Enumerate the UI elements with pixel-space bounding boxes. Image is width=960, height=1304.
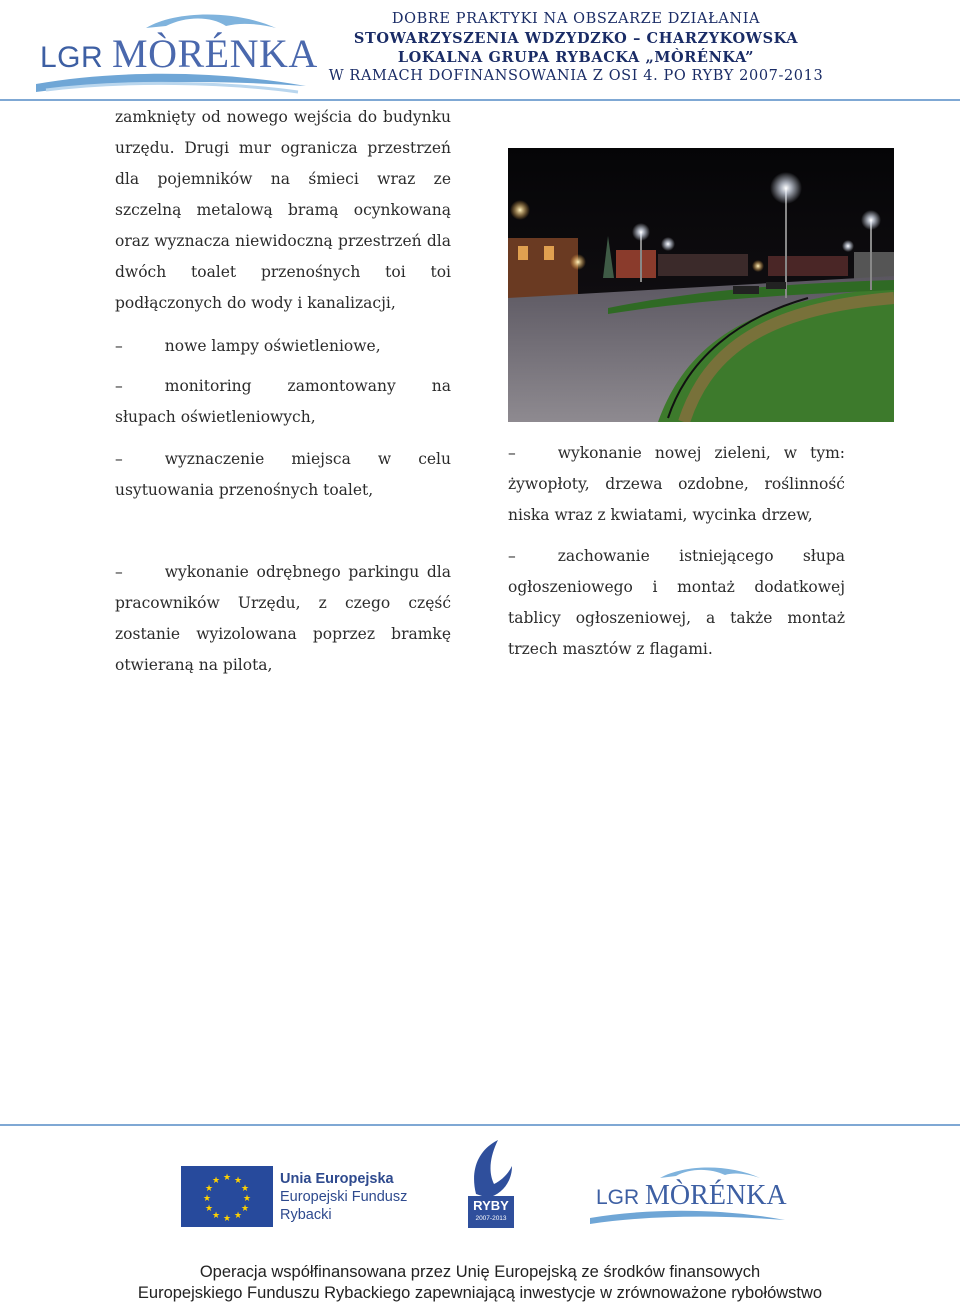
- eu-fund-label: [280, 1170, 407, 1224]
- footer-logo-prefix: LGR: [596, 1186, 640, 1209]
- ryby-logo: [468, 1140, 514, 1228]
- list-item-text: wyznaczenie miejsca w celu usytuowania przenośnych toalet,: [115, 450, 451, 499]
- list-item-green: [508, 438, 845, 531]
- header-line-1: DOBRE PRAKTYKI NA OBSZARZE DZIAŁANIA: [391, 11, 761, 27]
- svg-text:★: ★: [202, 1194, 212, 1204]
- bullet-dash: –: [115, 337, 123, 355]
- caption-line-2: Europejskiego Funduszu Rybackiego zapewniającą inwestycje w zrównoważone rybołówstwo: [137, 1284, 823, 1302]
- svg-text:★: ★: [204, 1204, 214, 1214]
- bullet-dash: –: [115, 377, 123, 395]
- logo-prefix: LGR: [40, 41, 104, 74]
- list-item-monitoring: [115, 371, 451, 433]
- svg-text:★: ★: [240, 1204, 250, 1214]
- eu-flag-icon: [181, 1166, 273, 1227]
- header-line-3: LOKALNA GRUPA RYBACKA „MÒRÉNKA”: [397, 49, 755, 66]
- list-item-parking: [115, 557, 451, 681]
- header-line-4: W RAMACH DOFINANSOWANIA Z OSI 4. PO RYBY 2007-2013: [328, 68, 824, 84]
- paragraph-continuation: urzędu. Drugi mur ogranicza przestrzeń dla pojemników na śmieci wraz ze szczelną metalową bramą ocynkowaną oraz wyznacza niewidoczną przestrzeń dla dwóch toalet przenośnych toi toi podłączonych do wody i kanalizacji,: [115, 139, 451, 312]
- caption-line-1: Operacja współfinansowana przez Unię Europejską ze środków finansowych: [199, 1263, 761, 1281]
- header-title: [306, 10, 846, 86]
- logo-name: MÒRÉNKA: [112, 31, 318, 76]
- svg-text:★: ★: [233, 1211, 243, 1221]
- bullet-dash: –: [508, 547, 516, 565]
- list-item-text: wykonanie nowej zieleni, w tym: żywopłoty, drzewa ozdobne, roślinność niska wraz z kwiatami, wycinka drzew,: [508, 444, 845, 524]
- list-item-text: wykonanie odrębnego parkingu dla pracowników Urzędu, z czego część zostanie wyizolowana poprzez bramkę otwieraną na pilota,: [115, 563, 451, 674]
- eu-line-3: Rybacki: [280, 1207, 332, 1223]
- list-item-toilets: [115, 444, 451, 506]
- night-square-photo: [508, 148, 894, 422]
- header-logo: [40, 30, 318, 77]
- paragraph-first-line: zamknięty od nowego wejścia do budynku: [115, 108, 451, 126]
- svg-text:★: ★: [240, 1184, 250, 1194]
- footer-logo: [596, 1180, 787, 1212]
- list-item-text: zachowanie istniejącego słupa ogłoszeniowego i montaż dodatkowej tablicy ogłoszeniowej, a także montaż trzech masztów z flagami.: [508, 547, 845, 658]
- svg-text:★: ★: [211, 1176, 221, 1186]
- ryby-label: RYBY: [473, 1198, 509, 1213]
- list-item-text: nowe lampy oświetleniowe,: [164, 337, 381, 355]
- bullet-dash: –: [115, 563, 123, 581]
- footer-logo-name: MÒRÉNKA: [645, 1180, 787, 1211]
- footer-caption: [0, 1262, 960, 1304]
- header-divider: [0, 99, 960, 101]
- left-column: [115, 102, 451, 319]
- list-item-lamps: [115, 331, 451, 362]
- bullet-dash: –: [508, 444, 516, 462]
- ryby-years: 2007-2013: [475, 1215, 507, 1222]
- eu-line-2: Europejski Fundusz: [280, 1189, 408, 1205]
- eu-line-1: Unia Europejska: [280, 1171, 394, 1187]
- svg-text:★: ★: [242, 1194, 252, 1204]
- svg-text:★: ★: [204, 1184, 214, 1194]
- list-item-text: monitoring zamontowany na słupach oświetleniowych,: [115, 377, 451, 426]
- svg-text:★: ★: [222, 1214, 232, 1224]
- svg-text:★: ★: [222, 1173, 232, 1183]
- svg-text:★: ★: [233, 1176, 243, 1186]
- svg-text:★: ★: [211, 1211, 221, 1221]
- bullet-dash: –: [115, 450, 123, 468]
- header-line-2: STOWARZYSZENIA WDZYDZKO – CHARZYKOWSKA: [353, 30, 799, 47]
- list-item-board: [508, 541, 845, 665]
- footer-divider: [0, 1124, 960, 1126]
